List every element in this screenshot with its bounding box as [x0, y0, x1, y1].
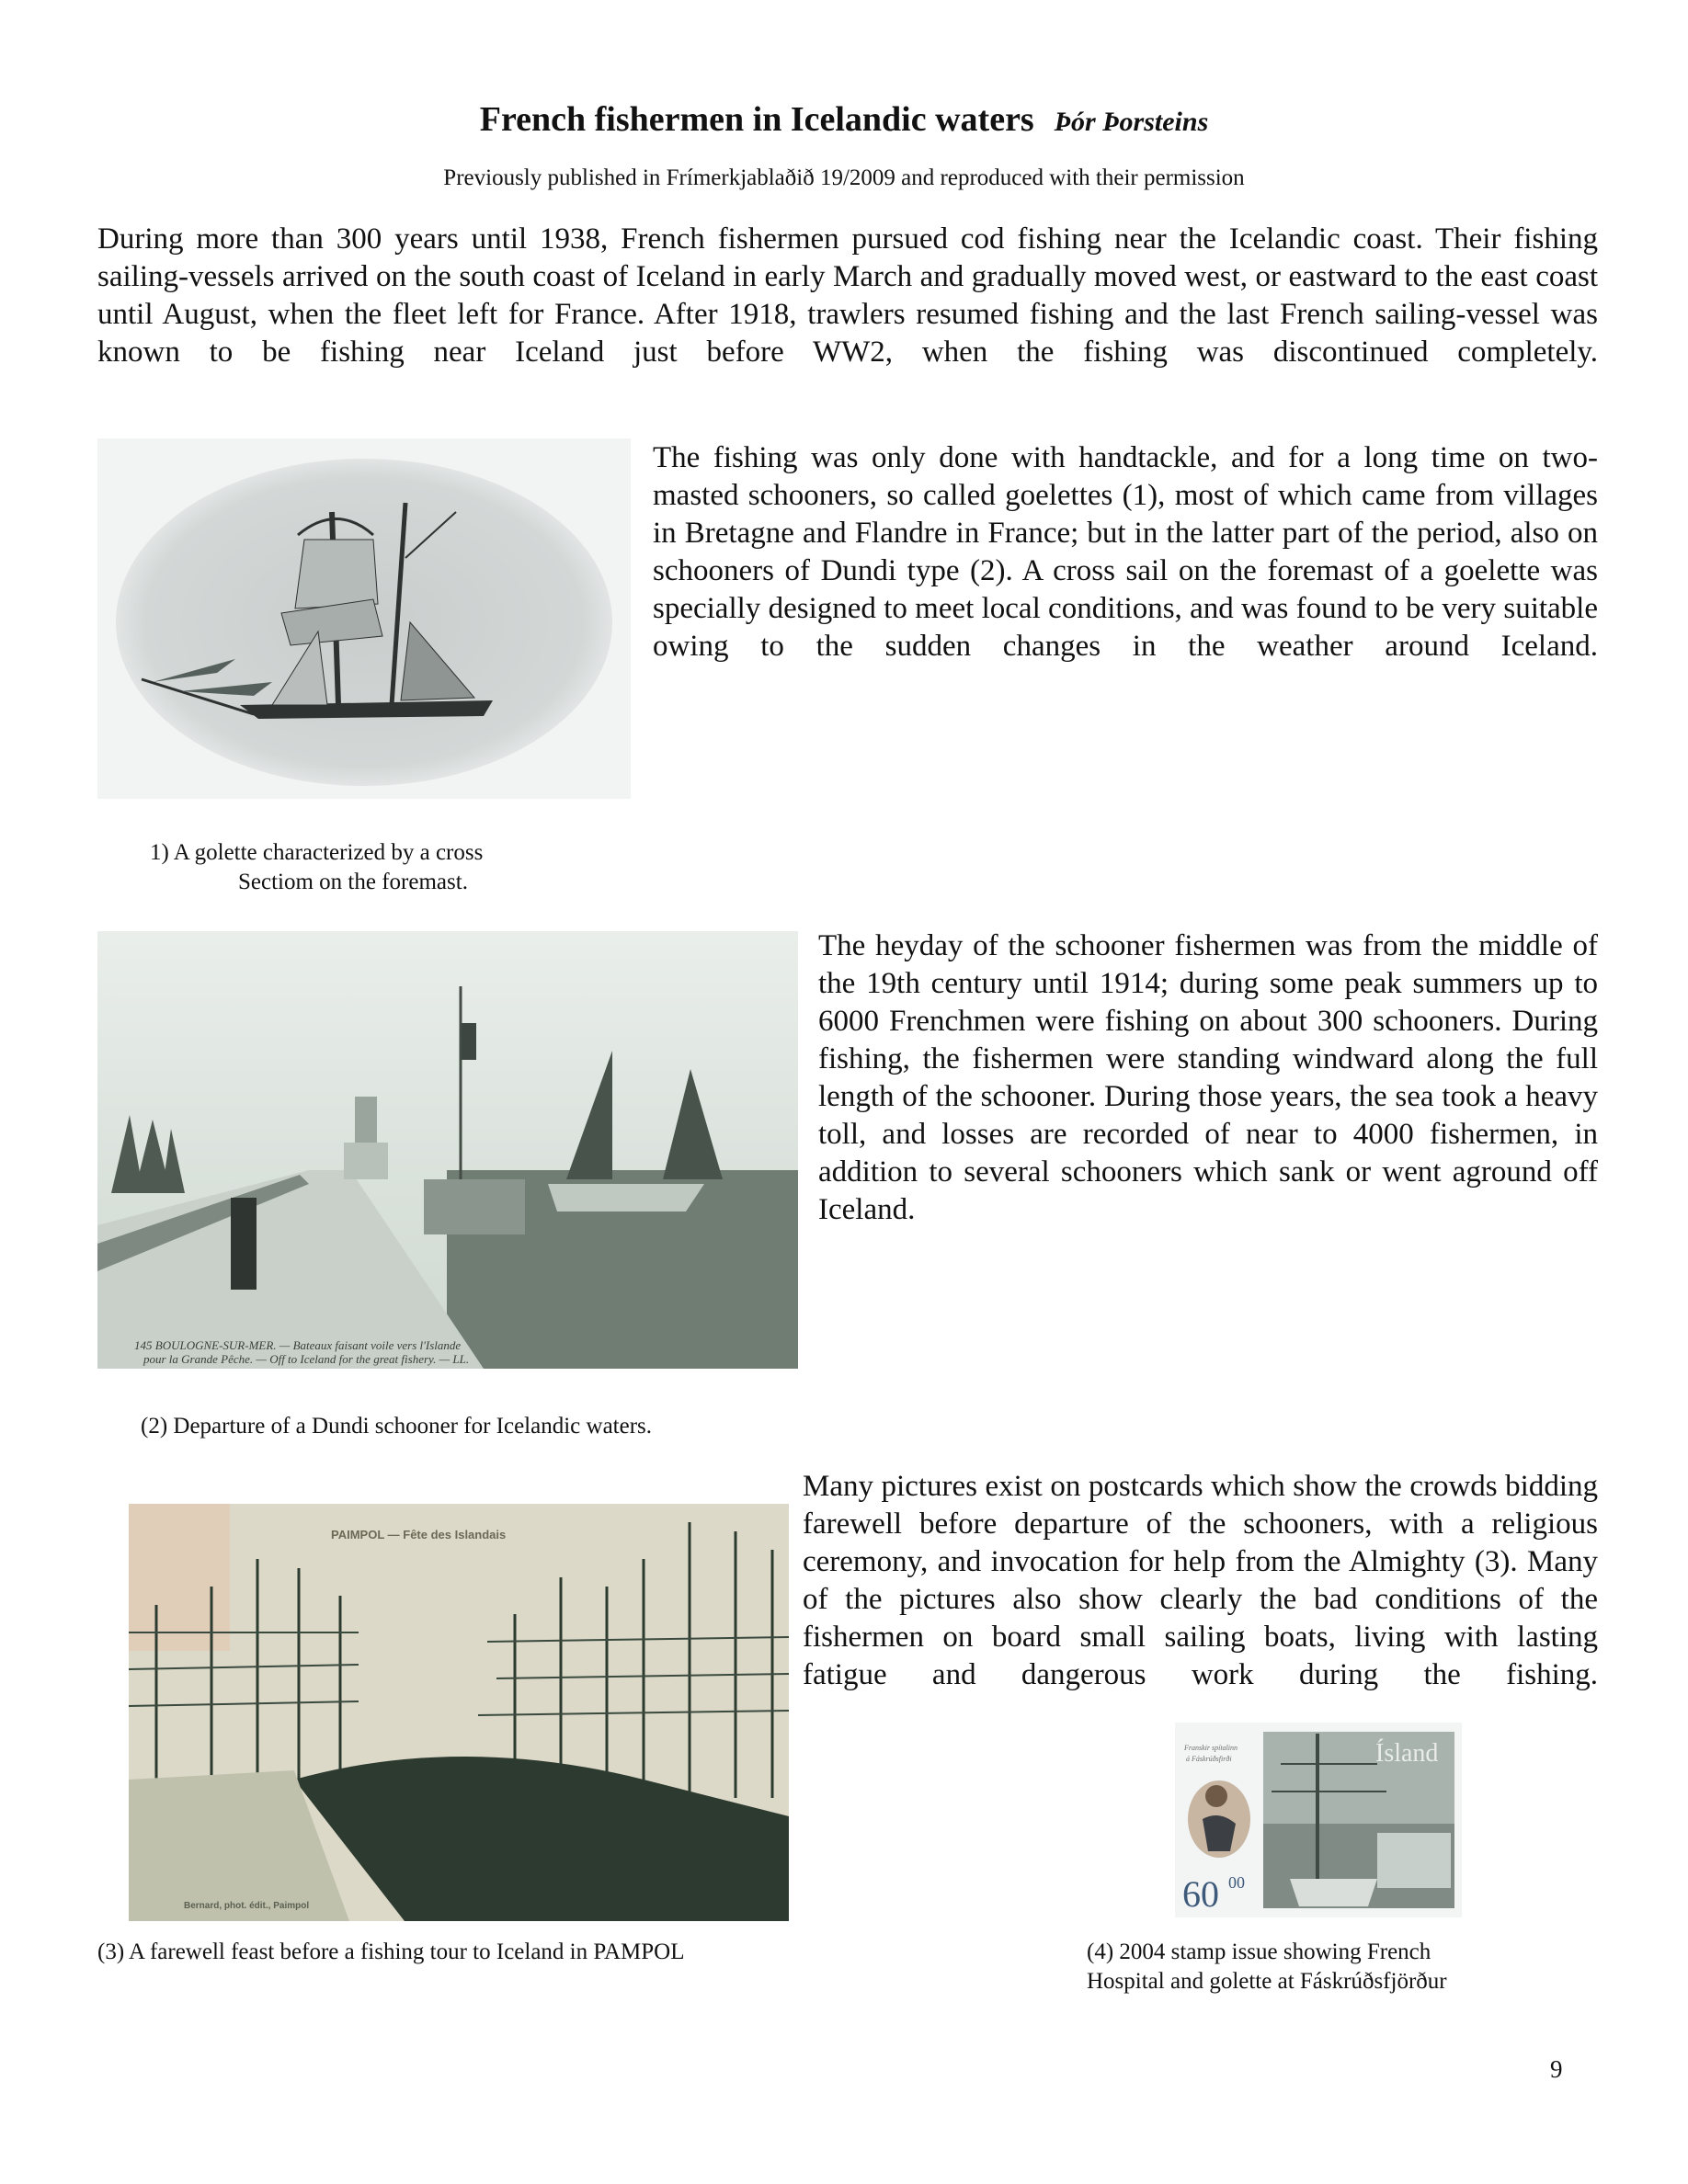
heyday-paragraph: The heyday of the schooner fishermen was from the middle of the 19th century until 1914; during some peak summers up to 6000 Frenchmen were fishing on about 300 schooners. During fishing, the fishermen were standing windward along the full length of the schooner. During those years, the sea took a heavy toll, and losses are recorded of near to 4000 fishermen, in addition to several schooners which sank or went aground off Iceland. [818, 929, 1598, 1226]
postcards-paragraph: Many pictures exist on postcards which show the crowds bidding farewell before departure of the schooners, with a religious ceremony, and invocation for help from the Almighty (3). Many of the pictures also show clearly the bad conditions of the fishermen on board small sailing boats, living with lasting fatigue and dangerous work during the fishing. [803, 1470, 1598, 1691]
article-author: Þór Þorsteins [1054, 107, 1209, 137]
postcard-text-2: pour la Grande Pêche. — Off to Iceland for the great fishery. — LL. [143, 1352, 470, 1366]
figure-golette-image [97, 438, 631, 799]
article-header [0, 99, 1688, 140]
figure-2-caption: (2) Departure of a Dundi schooner for Icelandic waters. [141, 1414, 653, 1439]
figure-1-caption-line2: Sectiom on the foremast. [238, 870, 468, 894]
publication-note: Previously published in Frímerkjablaðið 19/2009 and reproduced with their permission [443, 165, 1245, 190]
svg-text:Franskir spítalinn: Franskir spítalinn [1184, 1744, 1238, 1752]
figure-paimpol-image [129, 1504, 789, 1921]
postcard-text-1: 145 BOULOGNE-SUR-MER. — Bateaux faisant voile vers l'Islande [134, 1338, 462, 1352]
article-title: French fishermen in Icelandic waters [479, 100, 1034, 139]
intro-paragraph: During more than 300 years until 1938, French fishermen pursued cod fishing near the Icelandic coast. Their fishing sailing-vessels arrived on the south coast of Iceland in early March and gradually moved west, or eastward to the east coast until August, when the fleet left for France. After 1918, trawlers resumed fishing and the last French sailing-vessel was known to be fishing near Iceland just before WW2, when the fishing was discontinued completely. [97, 222, 1598, 369]
figure-4-caption-line1: (4) 2004 stamp issue showing French [1087, 1939, 1431, 1964]
goelette-paragraph: The fishing was only done with handtackle, and for a long time on two-masted schooners, so called goelettes (1), most of which came from villages in Bretagne and Flandre in France; but in the latter part of the period, also on schooners of Dundi type (2). A cross sail on the foremast of a goelette was specially designed to meet local conditions, and was found to be very suitable owing to the sudden changes in the weather around Iceland. [653, 441, 1598, 663]
svg-text:á Fáskrúðsfirði: á Fáskrúðsfirði [1186, 1755, 1232, 1763]
person-on-pier [231, 1198, 257, 1290]
figure-3-caption: (3) A farewell feast before a fishing tour to Iceland in PAMPOL [97, 1939, 685, 1964]
postcard-title: PAIMPOL — Fête des Islandais [331, 1528, 507, 1541]
postcard-footer: Bernard, phot. édit., Paimpol [184, 1901, 310, 1911]
stamp-value-cents: 00 [1228, 1873, 1245, 1892]
stamp-value: 60 [1182, 1873, 1219, 1915]
figure-1-caption-line1: 1) A golette characterized by a cross [150, 840, 484, 865]
figure-boulogne-image [97, 931, 798, 1369]
figure-4-caption-line2: Hospital and golette at Fáskrúðsfjörður [1087, 1969, 1447, 1994]
page-number: 9 [1550, 2055, 1563, 2083]
stamp-country: Ísland [1375, 1739, 1439, 1768]
figure-stamp-image [1175, 1723, 1462, 1917]
